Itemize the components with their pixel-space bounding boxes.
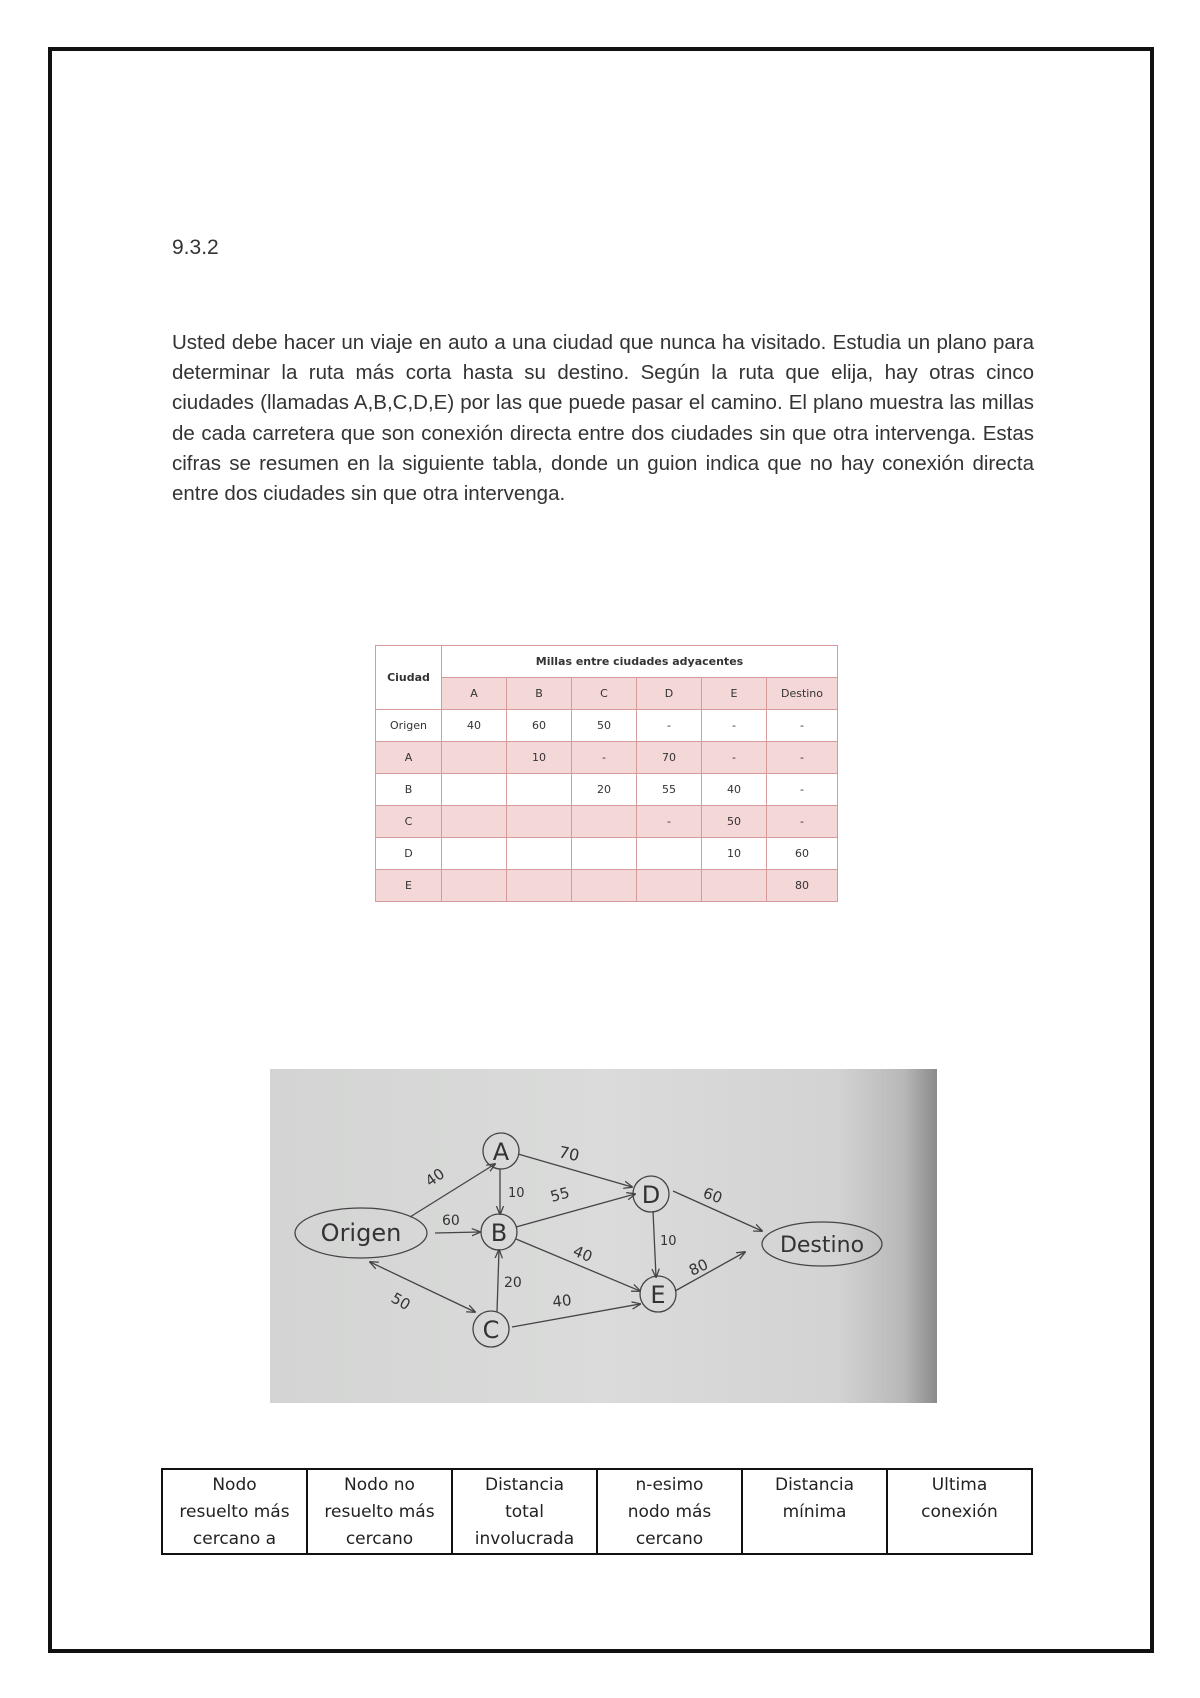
node-destino: Destino (779, 1233, 865, 1258)
node-b: B (490, 1219, 508, 1247)
edge-label-origen-b: 60 (442, 1213, 460, 1229)
table-cell: - (637, 710, 702, 742)
edge-b-d (516, 1194, 635, 1227)
node-d: D (641, 1181, 661, 1209)
header-line: Distancia (774, 1475, 854, 1495)
edge-label-origen-a: 40 (421, 1164, 448, 1191)
table-cell (702, 870, 767, 902)
table-cell: 50 (572, 710, 637, 742)
table-cell (442, 838, 507, 870)
edge-origen-b (435, 1232, 480, 1233)
table-cell: - (702, 742, 767, 774)
table-cell (572, 870, 637, 902)
table-cell (442, 742, 507, 774)
edge-label-origen-c: 50 (388, 1288, 414, 1315)
table-row (376, 838, 838, 870)
table-cell: 50 (702, 806, 767, 838)
table-cell (572, 806, 637, 838)
solution-header (307, 1469, 452, 1554)
header-line: resuelto más (179, 1502, 290, 1522)
header-line: cercano (345, 1529, 414, 1549)
header-line: Distancia (484, 1475, 564, 1495)
header-line: n-esimo (635, 1475, 704, 1495)
section-number: 9.3.2 (172, 236, 219, 259)
table-cell: 10 (507, 742, 572, 774)
table-cell (507, 870, 572, 902)
edge-d-e (653, 1211, 656, 1277)
column-header: D (637, 678, 702, 710)
header-line: involucrada (474, 1529, 575, 1549)
solution-header (887, 1469, 1032, 1554)
table-cell: 10 (702, 838, 767, 870)
solution-header (452, 1469, 597, 1554)
table-cell: 70 (637, 742, 702, 774)
node-origen: Origen (320, 1219, 402, 1247)
table-cell (507, 774, 572, 806)
table-row (376, 870, 838, 902)
network-graph (270, 1069, 937, 1403)
table-cell: 60 (507, 710, 572, 742)
table-cell: - (767, 806, 838, 838)
table-row (376, 710, 838, 742)
row-city: B (376, 774, 442, 806)
table-cell: - (637, 806, 702, 838)
table-cell (637, 870, 702, 902)
table-cell (637, 838, 702, 870)
edge-c-b (497, 1250, 499, 1312)
table-cell: 20 (572, 774, 637, 806)
table-cell: - (572, 742, 637, 774)
header-line: mínima (782, 1502, 847, 1522)
header-line: total (505, 1502, 544, 1522)
edge-label-e-destino: 80 (686, 1255, 711, 1280)
solution-table (161, 1468, 1033, 1555)
header-line: cercano a (192, 1529, 277, 1549)
graph-sketch (270, 1069, 937, 1403)
solution-header (162, 1469, 307, 1554)
edge-label-d-e: 10 (660, 1234, 677, 1249)
table-cell: - (767, 774, 838, 806)
table-cell (507, 806, 572, 838)
table-cell: - (767, 710, 838, 742)
edge-label-a-d: 70 (557, 1142, 582, 1166)
edge-label-b-e: 40 (570, 1242, 595, 1266)
table-cell: - (767, 742, 838, 774)
edge-label-c-b: 20 (504, 1275, 522, 1291)
table-row (376, 742, 838, 774)
edge-origen-a (410, 1164, 495, 1217)
row-city: D (376, 838, 442, 870)
header-line: cercano (635, 1529, 704, 1549)
header-line: nodo más (627, 1502, 712, 1522)
header-line: Nodo no (344, 1475, 415, 1495)
edge-origen-c (370, 1262, 475, 1315)
distance-table (375, 645, 838, 902)
table-cell: 80 (767, 870, 838, 902)
table-cell: 60 (767, 838, 838, 870)
edge-label-b-d: 55 (548, 1183, 572, 1206)
table-cell: 55 (637, 774, 702, 806)
node-a: A (492, 1138, 510, 1166)
column-header: E (702, 678, 767, 710)
header-line: resuelto más (324, 1502, 435, 1522)
row-city: E (376, 870, 442, 902)
table-cell (507, 838, 572, 870)
node-e: E (650, 1281, 666, 1309)
table-cell: 40 (442, 710, 507, 742)
column-header: B (507, 678, 572, 710)
table-cell (442, 774, 507, 806)
column-header: A (442, 678, 507, 710)
table-cell (572, 838, 637, 870)
edge-label-d-destino: 60 (700, 1183, 725, 1208)
table-cell (442, 806, 507, 838)
edge-label-c-e: 40 (551, 1291, 573, 1311)
solution-header (597, 1469, 742, 1554)
node-c: C (482, 1316, 500, 1344)
table-cell: 40 (702, 774, 767, 806)
row-city: C (376, 806, 442, 838)
table-row (376, 806, 838, 838)
header-line: Ultima (931, 1475, 988, 1495)
row-city: A (376, 742, 442, 774)
column-header: C (572, 678, 637, 710)
table-cell (442, 870, 507, 902)
group-header: Millas entre ciudades adyacentes (442, 646, 838, 678)
table-cell: - (702, 710, 767, 742)
table-row (376, 774, 838, 806)
edge-c-e (512, 1304, 640, 1327)
edge-label-a-b: 10 (508, 1186, 525, 1201)
solution-header (742, 1469, 887, 1554)
header-line: conexión (921, 1502, 998, 1522)
row-city: Origen (376, 710, 442, 742)
column-header: Destino (767, 678, 838, 710)
ciudad-header: Ciudad (376, 646, 442, 710)
problem-statement: Usted debe hacer un viaje en auto a una ciudad que nunca ha visitado. Estudia un plano para determinar la ruta más corta hasta su destino. Según la ruta que elija, hay otras cinco ciudades (llamadas A,B,C,D,E) por las que puede pasar el camino. El plano muestra las millas de cada carretera que son conexión directa entre dos ciudades sin que otra intervenga. Estas cifras se resumen en la siguiente tabla, donde un guion indica que no hay conexión directa entre dos ciudades sin que otra intervenga. (172, 331, 1034, 506)
header-line: Nodo (212, 1475, 257, 1495)
